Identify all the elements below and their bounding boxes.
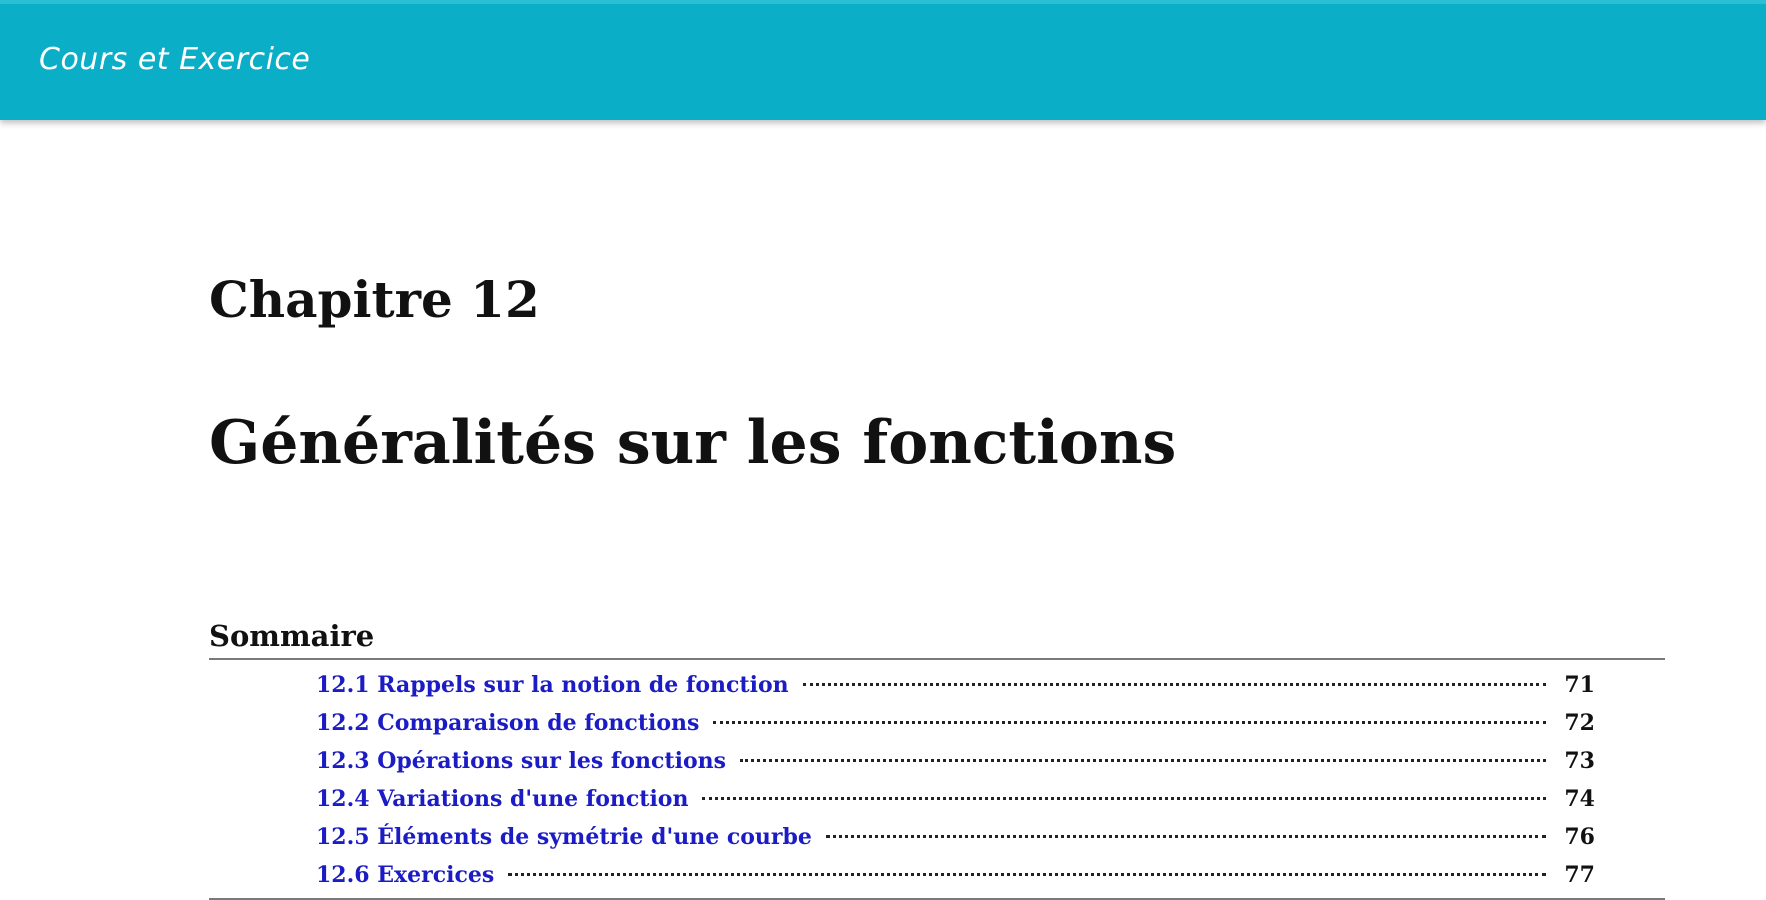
toc-page-number: 72	[1564, 710, 1595, 736]
toc-link[interactable]: 12.6 Exercices	[316, 862, 495, 888]
toc-leader-dots	[826, 835, 1546, 838]
toc-page-number: 77	[1564, 862, 1595, 888]
toc-page-number: 73	[1564, 748, 1595, 774]
toc-page-number: 71	[1564, 672, 1595, 698]
toc-link[interactable]: 12.2 Comparaison de fonctions	[316, 710, 700, 736]
toc-item[interactable]	[209, 818, 1665, 856]
document-page[interactable]	[0, 120, 1766, 900]
toc-item[interactable]	[209, 704, 1665, 742]
chapter-title: Généralités sur les fonctions	[209, 408, 1177, 478]
toc-item[interactable]	[209, 666, 1665, 704]
app-title: Cours et Exercice	[39, 42, 311, 77]
toc-leader-dots	[713, 721, 1546, 724]
toc-link[interactable]: 12.3 Opérations sur les fonctions	[316, 748, 726, 774]
toc-item[interactable]	[209, 742, 1665, 780]
toc-link[interactable]: 12.1 Rappels sur la notion de fonction	[316, 672, 789, 698]
toc-leader-dots	[508, 873, 1546, 876]
toc-leader-dots	[702, 797, 1546, 800]
chapter-label: Chapitre 12	[209, 270, 540, 329]
toc-link[interactable]: 12.4 Variations d'une fonction	[316, 786, 689, 812]
toc-item[interactable]	[209, 780, 1665, 818]
table-of-contents	[209, 618, 1665, 900]
app-bar	[0, 0, 1766, 120]
toc-heading: Sommaire	[209, 619, 375, 653]
toc-leader-dots	[803, 683, 1547, 686]
toc-leader-dots	[740, 759, 1546, 762]
toc-link[interactable]: 12.5 Éléments de symétrie d'une courbe	[316, 824, 812, 850]
toc-page-number: 76	[1564, 824, 1595, 850]
toc-page-number: 74	[1564, 786, 1595, 812]
toc-item[interactable]	[209, 856, 1665, 894]
toc-list	[209, 660, 1665, 898]
